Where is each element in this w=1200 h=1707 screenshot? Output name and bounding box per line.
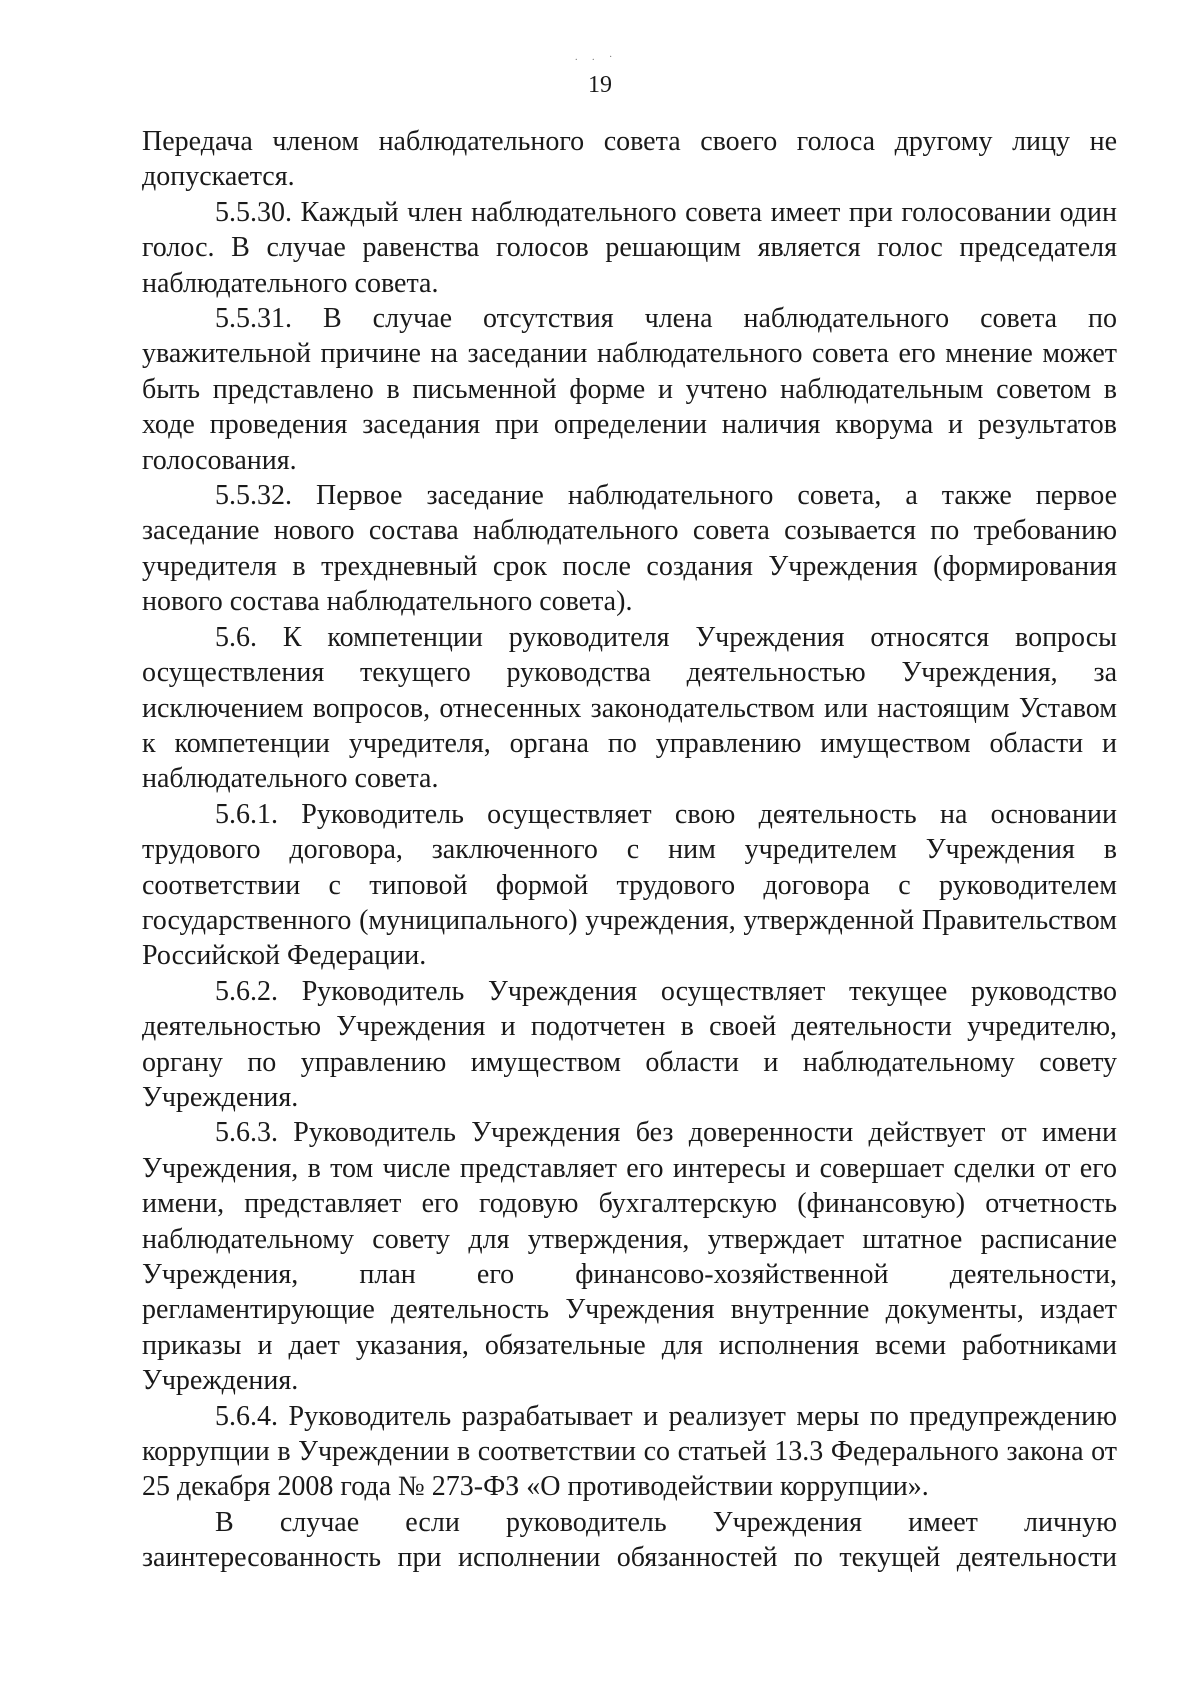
paragraph: 5.6.3. Руководитель Учреждения без доверенности действует от имени Учреждения, в том числе представляет его интересы и совершает сделки от его имени, представляет его годовую бухгалтерскую (финансовую) отчетность наблюдательному совету для утверждения, утверждает штатное расписание Учреждения, план его финансово-хозяйственной деятельности, регламентирующие деятельность Учреждения внутренние документы, издает приказы и дает указания, обязательные для исполнения всеми работниками Учреждения. bbox=[142, 1117, 1117, 1397]
paragraph: 5.6. К компетенции руководителя Учреждения относятся вопросы осуществления текущего руководства деятельностью Учреждения, за исключением вопросов, отнесенных законодательством или настоящим Уставом к компетенции учредителя, органа по управлению имуществом области и наблюдательного совета. bbox=[142, 621, 1117, 795]
paragraph: 5.5.31. В случае отсутствия члена наблюдательного совета по уважительной причине на заседании наблюдательного совета его мнение может быть представлено в письменной форме и учтено наблюдательным советом в ходе проведения заседания при определении наличия кворума и результатов голосования. bbox=[142, 303, 1117, 476]
paragraph: 5.6.2. Руководитель Учреждения осуществляет текущее руководство деятельностью Учреждения и подотчетен в своей деятельности учредителю, органу по управлению имуществом области и наблюдательному совету Учреждения. bbox=[142, 975, 1117, 1113]
scan-specks: . . · bbox=[575, 52, 619, 63]
paragraph: В случае если руководитель Учреждения имеет личную заинтересованность при исполнении обязанностей по текущей деятельности bbox=[142, 1506, 1117, 1574]
paragraph: 5.6.1. Руководитель осуществляет свою деятельность на основании трудового договора, заключенного с ним учредителем Учреждения в соответствии с типовой формой трудового договора с руководителем государственного (муниципального) учреждения, утвержденной Правительством Российской Федерации. bbox=[142, 798, 1117, 972]
paragraph: 5.5.30. Каждый член наблюдательного совета имеет при голосовании один голос. В случае равенства голосов решающим является голос председателя наблюдательного совета. bbox=[142, 196, 1117, 299]
paragraph: 5.5.32. Первое заседание наблюдательного совета, а также первое заседание нового состава наблюдательного совета созывается по требованию учредителя в трехдневный срок после создания Учреждения (формирования нового состава наблюдательного совета). bbox=[142, 480, 1117, 618]
paragraph: 5.6.4. Руководитель разрабатывает и реализует меры по предупреждению коррупции в Учреждении в соответствии со статьей 13.3 Федерального закона от 25 декабря 2008 года № 273-ФЗ «О противодействии коррупции». bbox=[142, 1400, 1117, 1503]
document-body bbox=[142, 124, 1117, 1576]
page-number: 19 bbox=[588, 72, 612, 98]
paragraph: Передача членом наблюдательного совета своего голоса другому лицу не допускается. bbox=[142, 126, 1117, 193]
